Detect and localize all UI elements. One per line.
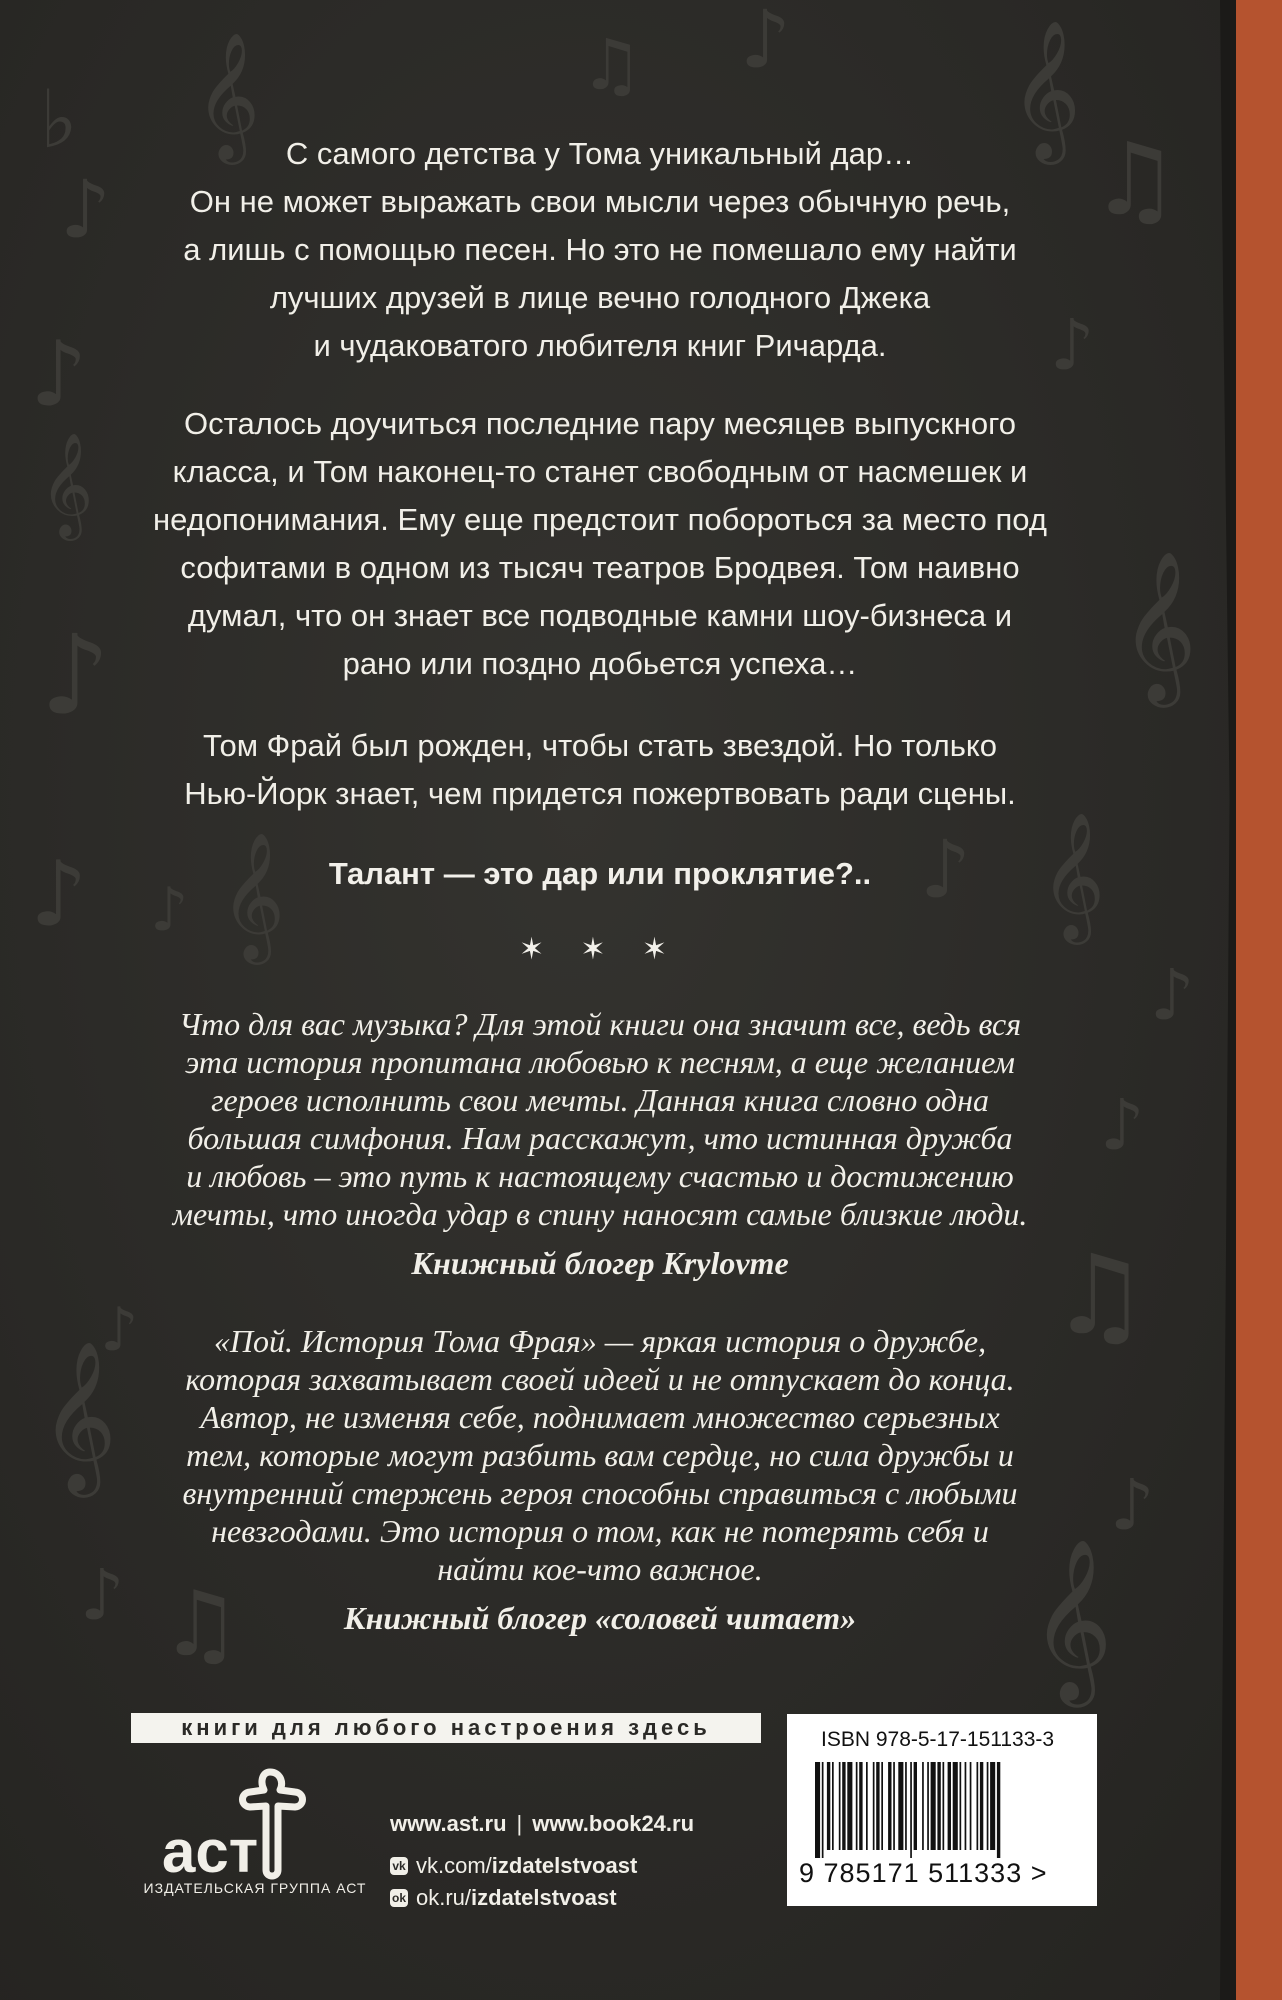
barcode-bar	[943, 1762, 945, 1850]
barcode-digits: 9 785171 511333 >	[799, 1858, 1048, 1888]
spine-edge	[1236, 0, 1282, 2000]
barcode-bar	[815, 1762, 820, 1858]
review-line: героев исполнить свои мечты. Данная книга словно одна	[211, 1082, 989, 1118]
site-link-ast[interactable]: www.ast.ru	[390, 1811, 507, 1836]
vk-row[interactable]	[390, 1850, 694, 1882]
ok-row[interactable]	[390, 1882, 694, 1914]
treble-clef-icon: 𝄞	[1040, 811, 1106, 939]
description-paragraph-3	[110, 722, 1090, 818]
treble-clef-icon: 𝄞	[40, 1339, 117, 1491]
barcode-bar	[914, 1762, 917, 1850]
barcode-bar	[832, 1762, 834, 1850]
barcode-bar	[970, 1762, 972, 1850]
ok-icon: ok	[391, 1891, 406, 1905]
eighth-note-icon: ♪	[1050, 304, 1095, 386]
eighth-note-icon: ♪	[150, 875, 189, 945]
barcode-bar	[905, 1762, 907, 1850]
review-line: невзгодами. Это история о том, как не потерять себя и	[211, 1513, 989, 1549]
barcode-bar	[822, 1762, 824, 1858]
review-line: тем, которые могут разбить вам сердце, но сила дружбы и	[186, 1437, 1014, 1473]
text-line: С самого детства у Тома уникальный дар…	[285, 136, 915, 171]
publisher-caption: ИЗДАТЕЛЬСКАЯ ГРУППА АСТ	[143, 1880, 367, 1896]
ok-handle: izdatelstvoast	[471, 1885, 617, 1910]
slogan-band: книги для любого настроения здесь	[131, 1713, 761, 1743]
barcode-bar	[990, 1762, 995, 1850]
barcode-bar	[893, 1762, 895, 1850]
barcode-bar	[888, 1762, 891, 1850]
barcode-bar	[866, 1762, 868, 1850]
barcode-bar	[898, 1762, 903, 1850]
barcode-bar	[876, 1762, 879, 1850]
text-line: рано или поздно добьется успеха…	[342, 646, 858, 681]
review-line: которая захватывает своей идеей и не отпускает до конца.	[185, 1361, 1015, 1397]
eighth-note-icon: ♪	[100, 1295, 139, 1365]
eighth-note-icon: ♪	[1150, 954, 1195, 1036]
description-paragraph-2	[110, 400, 1090, 688]
barcode-bar	[827, 1762, 830, 1850]
review-line: Что для вас музыка? Для этой книги она значит все, ведь вся	[178, 1006, 1022, 1042]
text-line: софитами в одном из тысяч театров Бродвея. Том наивно	[180, 550, 1020, 585]
beamed-notes-icon: ♫	[1050, 1231, 1149, 1359]
barcode-bar	[859, 1762, 862, 1850]
review-line: «Пой. История Тома Фрая» — яркая история о дружбе,	[213, 1323, 987, 1359]
text-line: думал, что он знает все подводные камни шоу-бизнеса и	[187, 598, 1013, 633]
review-1-author: Книжный блогер Krylovme	[411, 1245, 789, 1281]
treble-clef-icon: 𝄞	[1030, 1538, 1113, 1701]
text-line: Том Фрай был рожден, чтобы стать звездой. Но только	[202, 728, 998, 763]
barcode-icon	[815, 1762, 1055, 1858]
text-line: а лишь с помощью песен. Но это не помешало ему найти	[183, 232, 1017, 267]
treble-clef-icon: 𝄞	[220, 831, 286, 959]
separator-stars: ✶ ✶ ✶	[518, 933, 682, 966]
review-line: внутренний стержень героя способны справиться с любыми	[182, 1475, 1018, 1511]
review-line: эта история пропитана любовью к песням, а еще желанием	[185, 1044, 1015, 1080]
barcode-bar	[937, 1762, 940, 1850]
barcode-bar	[977, 1762, 979, 1850]
barcode-bar	[987, 1762, 989, 1850]
barcode-bar	[927, 1762, 929, 1850]
vk-link[interactable]	[416, 1853, 637, 1879]
ok-link[interactable]	[416, 1885, 617, 1911]
eighth-note-icon: ♪	[60, 163, 112, 256]
review-line: Автор, не изменяя себе, поднимает множество серьезных	[200, 1399, 1000, 1435]
barcode-bar	[856, 1762, 858, 1850]
barcode-bar	[873, 1762, 875, 1850]
review-1-text	[110, 1005, 1090, 1233]
review-line: большая симфония. Нам расскажут, что истинная дружба	[187, 1120, 1013, 1156]
eighth-note-icon: ♪	[1100, 1084, 1145, 1166]
eighth-note-icon: ♪	[80, 1554, 125, 1636]
review-2-author: Книжный блогер «соловей читает»	[343, 1600, 857, 1636]
text-line: класса, и Том наконец-то станет свободным от насмешек и	[172, 454, 1028, 489]
publisher-links	[390, 1808, 694, 1914]
barcode-bar	[980, 1762, 983, 1850]
eighth-note-icon: ♪	[30, 322, 88, 427]
text-line: недопонимания. Ему еще предстоит побороться за место под	[153, 502, 1047, 537]
review-line: найти кое-что важное.	[437, 1551, 763, 1587]
isbn-number: ISBN 978-5-17-151133-3	[821, 1728, 1055, 1751]
text-line: лучших друзей в лице вечно голодного Джека	[269, 280, 931, 315]
barcode-bar	[953, 1762, 958, 1850]
tagline: Талант — это дар или проклятие?..	[328, 856, 872, 891]
vk-icon: vk	[390, 1857, 408, 1875]
eighth-note-icon: ♪	[30, 842, 88, 947]
link-separator: |	[516, 1811, 523, 1836]
eighth-note-icon: ♪	[1110, 1464, 1155, 1546]
treble-clef-icon: 𝄞	[195, 31, 261, 159]
ok-prefix: ok.ru/	[416, 1885, 472, 1910]
barcode-bar	[997, 1762, 1000, 1858]
eighth-note-icon: ♪	[920, 823, 972, 916]
text-line: Он не может выражать свои мысли через обычную речь,	[189, 184, 1011, 219]
barcode-bar	[839, 1762, 841, 1850]
barcode-bar	[931, 1762, 936, 1850]
eighth-note-icon: ♪	[740, 0, 792, 86]
treble-clef-icon: 𝄞	[40, 432, 94, 537]
beamed-notes-icon: ♫	[1090, 121, 1180, 238]
treble-clef-icon: 𝄞	[1120, 549, 1197, 701]
description-paragraph-1	[110, 130, 1090, 370]
eighth-note-icon: ♪	[40, 611, 111, 739]
vk-handle: izdatelstvoast	[491, 1853, 638, 1878]
website-row	[390, 1808, 694, 1840]
beamed-notes-icon: ♫	[580, 24, 643, 106]
barcode-bar	[948, 1762, 951, 1850]
logo-wordmark: аст	[162, 1818, 259, 1885]
text-line: Осталось доучиться последние пару месяцев выпускного	[184, 406, 1016, 441]
beamed-notes-icon: ♫	[160, 1572, 241, 1677]
review-line: и любовь – это путь к настоящему счастью и достижению	[186, 1158, 1014, 1194]
site-link-book24[interactable]: www.book24.ru	[532, 1811, 695, 1836]
text-line: и чудаковатого любителя книг Ричарда.	[313, 328, 887, 363]
barcode-bar	[960, 1762, 962, 1850]
review-2-text	[110, 1322, 1090, 1588]
spine-shadow	[1220, 0, 1236, 2000]
barcode-bar	[842, 1762, 845, 1850]
barcode-bar	[847, 1762, 852, 1850]
barcode-bar	[922, 1762, 924, 1850]
vk-prefix: vk.com/	[416, 1853, 492, 1878]
barcode-bar	[910, 1762, 912, 1858]
text-line: Нью-Йорк знает, чем придется пожертвовать ради сцены.	[184, 776, 1016, 811]
treble-clef-icon: 𝄞	[1010, 20, 1081, 159]
isbn-barcode-box	[787, 1714, 1097, 1906]
barcode-bar	[965, 1762, 967, 1850]
review-line: мечты, что иногда удар в спину наносят самые близкие люди.	[172, 1196, 1028, 1232]
flat-icon: ♭	[40, 73, 78, 166]
barcode-bar	[881, 1762, 883, 1850]
